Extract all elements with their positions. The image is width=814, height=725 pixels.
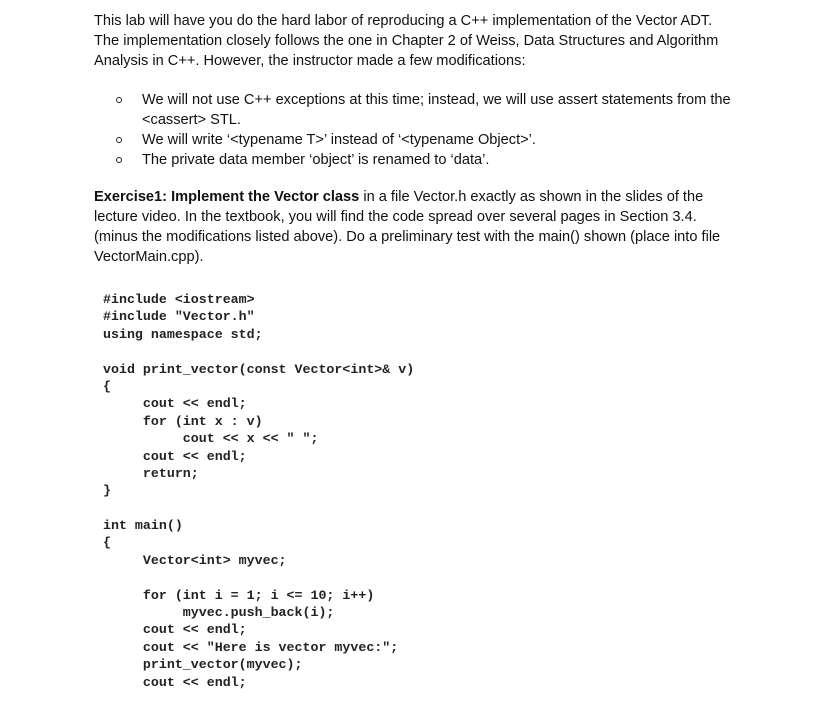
code-line [103, 569, 414, 586]
code-line: for (int x : v) [103, 413, 263, 429]
code-line: print_vector(myvec); [103, 657, 303, 673]
list-item-text: We will write ‘<typename T>’ instead of ‘<typename Object>’. [142, 132, 536, 148]
exercise-text: in a file Vector.h exactly as shown in the slides of the lecture video. In the textbook, you will find the code spread over several pages in Section 3.4. (minus the modifications listed above). Do a preliminary test with the main() shown (place into file VectorMain.cpp). [94, 189, 721, 265]
hollow-bullet-icon [116, 157, 122, 163]
code-line [103, 343, 414, 360]
hollow-bullet-icon [116, 137, 122, 143]
list-item [114, 90, 734, 130]
code-line: myvec.push_back(i); [103, 605, 335, 621]
code-line: cout << endl; [103, 622, 247, 638]
code-line: int main() [103, 518, 183, 534]
code-line: cout << endl; [103, 674, 247, 690]
code-line: #include "Vector.h" [103, 309, 255, 325]
code-line: { [103, 535, 111, 551]
code-line [103, 500, 414, 517]
code-line: using namespace std; [103, 326, 263, 342]
code-line: cout << endl; [103, 396, 247, 412]
intro-paragraph: This lab will have you do the hard labor of reproducing a C++ implementation of the Vector ADT. The implementation closely follows the one in Chapter 2 of Weiss, Data Structures and Algorithm Analysis in C++. However, the instructor made a few modifications: [94, 13, 719, 69]
list-item [114, 130, 734, 150]
code-line: Vector<int> myvec; [103, 552, 287, 568]
code-line: for (int i = 1; i <= 10; i++) [103, 587, 375, 603]
exercise-heading: Exercise1: Implement the Vector class [94, 189, 360, 205]
code-line: cout << endl; [103, 448, 247, 464]
code-line: cout << x << " "; [103, 431, 319, 447]
code-line: return; [103, 465, 199, 481]
code-line: cout << "Here is vector myvec:"; [103, 639, 399, 655]
list-item [114, 150, 734, 170]
list-item-text: The private data member ‘object’ is renamed to ‘data’. [142, 152, 490, 168]
exercise-paragraph [94, 187, 734, 267]
code-listing [103, 291, 414, 691]
hollow-bullet-icon [116, 97, 122, 103]
code-line: void print_vector(const Vector<int>& v) [103, 361, 415, 377]
code-line: #include <iostream> [103, 292, 255, 307]
modifications-list [114, 90, 734, 170]
code-line: } [103, 483, 111, 499]
list-item-text: We will not use C++ exceptions at this time; instead, we will use assert statements from the <cassert> STL. [142, 92, 731, 128]
code-line: { [103, 378, 111, 394]
